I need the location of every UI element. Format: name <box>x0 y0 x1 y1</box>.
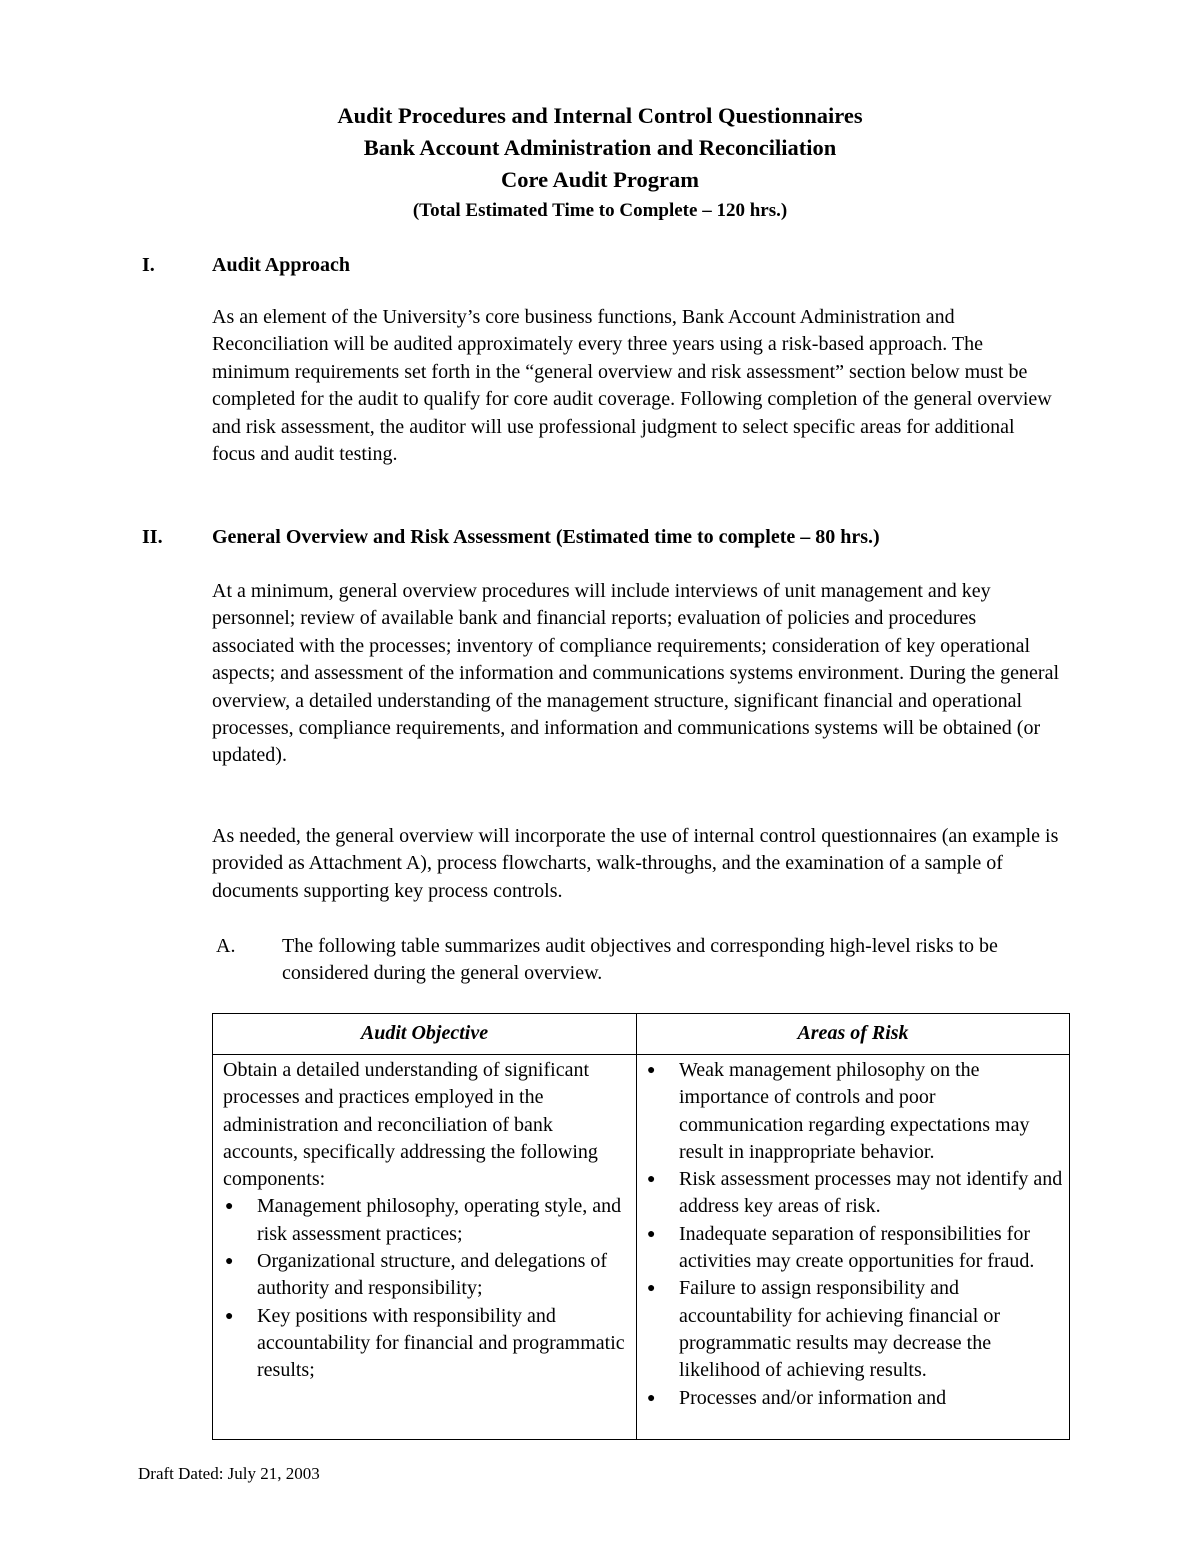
risk-bullet: ● Failure to assign responsibility and accountability for achieving financial or programmatic results may decrease the likelihood of achieving results. <box>645 1275 1063 1384</box>
table-row <box>213 1055 1070 1440</box>
draft-date-footer: Draft Dated: July 21, 2003 <box>138 1464 320 1483</box>
objective-bullet: ● Key positions with responsibility and accountability for financial and programmatic results; <box>223 1303 628 1385</box>
title-line-1: Audit Procedures and Internal Control Questionnaires <box>337 103 863 128</box>
objective-bullet-list <box>223 1193 628 1384</box>
objective-bullet: ● Organizational structure, and delegations of authority and responsibility; <box>223 1248 628 1303</box>
audit-objectives-table <box>212 1013 1070 1440</box>
header-areas-of-risk: Areas of Risk <box>637 1014 1070 1055</box>
objective-bullet: ● Management philosophy, operating style, and risk assessment practices; <box>223 1193 628 1248</box>
areas-of-risk-cell <box>637 1055 1070 1440</box>
document-title-block <box>0 100 1200 226</box>
objective-intro: Obtain a detailed understanding of significant processes and practices employed in the administration and reconciliation of bank accounts, specifically addressing the following components: <box>223 1059 598 1191</box>
audit-objective-cell <box>213 1055 637 1440</box>
sub-item-a <box>212 933 1062 989</box>
risk-bullet: ● Risk assessment processes may not identify and address key areas of risk. <box>645 1166 1063 1221</box>
section-1-title: Audit Approach <box>212 254 351 276</box>
section-2-paragraph-1: At a minimum, general overview procedures will include interviews of unit management and key personnel; review of available bank and financial reports; evaluation of policies and procedures associated with the processes; inventory of compliance requirements; consideration of key operational aspects; and assessment of the information and communications systems environment. During the general overview, a detailed understanding of the management structure, significant financial and operational processes, compliance requirements, and information and communications systems will be obtained (or updated). <box>212 580 1060 767</box>
risk-bullet: ● Inadequate separation of responsibilities for activities may create opportunities for fraud. <box>645 1221 1063 1276</box>
section-1-number: I. <box>142 254 155 276</box>
risk-bullet: ● Weak management philosophy on the importance of controls and poor communication regarding expectations may result in inappropriate behavior. <box>645 1057 1063 1166</box>
header-audit-objective: Audit Objective <box>213 1014 637 1055</box>
risk-bullet-list <box>645 1057 1063 1412</box>
risk-bullet: ● Processes and/or information and <box>645 1385 1063 1412</box>
section-2-number: II. <box>142 526 163 548</box>
sub-item-a-text: The following table summarizes audit objectives and corresponding high-level risks to be considered during the general overview. <box>282 935 998 984</box>
section-2-heading <box>142 523 1072 551</box>
section-2-paragraph-2: As needed, the general overview will incorporate the use of internal control questionnaires (an example is provided as Attachment A), process flowcharts, walk-throughs, and the examination of a sample of documents supporting key process controls. <box>212 825 1059 902</box>
section-2-title: General Overview and Risk Assessment (Estimated time to complete – 80 hrs.) <box>212 526 880 548</box>
sub-item-a-letter: A. <box>216 935 236 957</box>
title-line-2: Bank Account Administration and Reconciliation <box>363 135 837 160</box>
title-line-4: (Total Estimated Time to Complete – 120 hrs.) <box>412 200 788 221</box>
title-line-3: Core Audit Program <box>501 167 699 192</box>
table-header-row <box>213 1014 1070 1055</box>
section-1-heading <box>142 251 1072 279</box>
section-1-body: As an element of the University’s core business functions, Bank Account Administration and Reconciliation will be audited approximately every three years using a risk-based approach. The minimum requirements set forth in the “general overview and risk assessment” section below must be completed for the audit to qualify for core audit coverage. Following completion of the general overview and risk assessment, the auditor will use professional judgment to select specific areas for additional focus and audit testing. <box>212 306 1052 466</box>
